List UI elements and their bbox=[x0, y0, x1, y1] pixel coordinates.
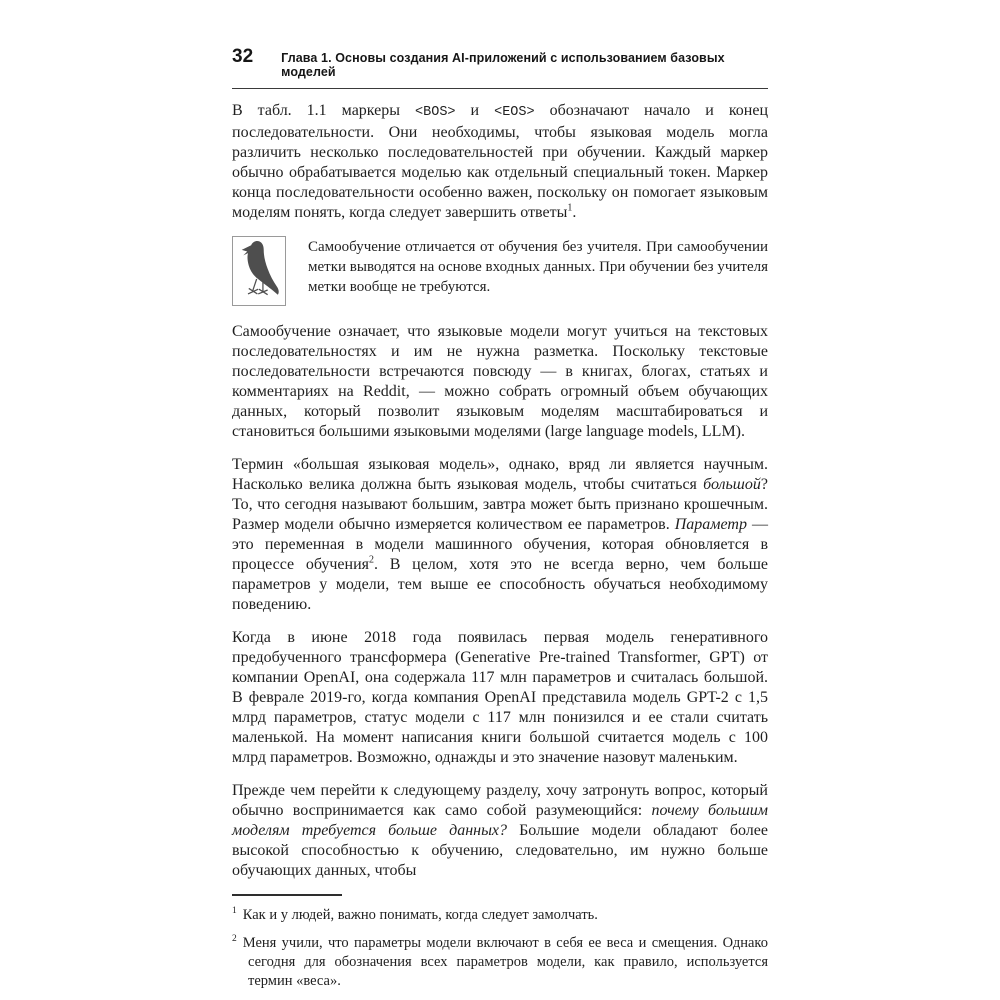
footnote-1 bbox=[232, 906, 768, 925]
footnote-2 bbox=[232, 934, 768, 991]
crow-icon bbox=[237, 237, 281, 305]
footnote-marker: 2 bbox=[232, 934, 237, 945]
text-run: . bbox=[572, 204, 577, 221]
italic-run: почему большим моделям требуется больше данных? bbox=[232, 802, 768, 839]
running-head bbox=[232, 46, 768, 89]
paragraph-5 bbox=[232, 781, 768, 881]
footnote-marker: 1 bbox=[232, 906, 237, 917]
footnote-text: Меня учили, что параметры модели включают в себя ее веса и смещения. Однако сегодня для обозначения всех параметров модели, как правило, используется термин «веса». bbox=[242, 935, 768, 989]
text-run: ? То, что сегодня называют большим, завтра может быть признано крошечным. Размер модели обычно измеряется количеством ее параметров. bbox=[232, 476, 768, 533]
text-run: обозначают начало и конец последовательности. Они необходимы, чтобы языковая модель могла различить несколько последовательностей при обучении. Каждый маркер обычно обрабатывается моделью как отдельный специальный токен. Маркер конца последовательности особенно важен, поскольку он помогает языковым моделям понять, когда следует завершить ответы bbox=[232, 102, 769, 221]
text-run: Большие модели обладают более высокой способностью к обучению, следовательно, им нужно больше обучающих данных, чтобы bbox=[232, 822, 768, 879]
paragraph-2 bbox=[232, 322, 768, 442]
note-block bbox=[232, 236, 768, 306]
text-column bbox=[232, 101, 768, 1000]
inline-code-bos: <BOS> bbox=[415, 105, 456, 120]
text-run: В табл. 1.1 маркеры bbox=[232, 102, 416, 119]
text-run: Самообучение означает, что языковые модели могут учиться на текстовых последовательностях и им не нужна разметка. Поскольку текстовые последовательности встречаются повсюду — в книгах, блогах, статьях и комментариях на Reddit, — можно собрать огромный объем обучающих данных, который позволит языковым моделям масштабироваться и становиться большими языковыми моделями (large language models, LLM). bbox=[232, 323, 768, 440]
text-run: — это переменная в модели машинного обучения, которая обновляется в процессе обучения bbox=[232, 516, 768, 573]
text-run: . В целом, хотя это не всегда верно, чем больше параметров у модели, тем выше ее способность обучаться необходимому поведению. bbox=[232, 556, 768, 613]
footnote-separator bbox=[232, 894, 342, 896]
inline-code-eos: <EOS> bbox=[494, 105, 535, 120]
chapter-title: Глава 1. Основы создания AI-приложений с использованием базовых моделей bbox=[281, 51, 725, 79]
page-number: 32 bbox=[232, 46, 254, 67]
italic-run: большой bbox=[703, 476, 761, 493]
text-run: Термин «большая языковая модель», однако, вряд ли является научным. Насколько велика должна быть языковая модель, чтобы считаться bbox=[232, 456, 768, 493]
footnote-ref-1: 1 bbox=[567, 202, 573, 214]
paragraph-1 bbox=[232, 101, 768, 223]
footnotes bbox=[232, 894, 768, 991]
note-icon-box bbox=[232, 236, 286, 306]
text-run: и bbox=[455, 102, 495, 119]
italic-run: Параметр bbox=[674, 516, 747, 533]
footnote-text: Как и у людей, важно понимать, когда следует замолчать. bbox=[242, 907, 598, 923]
paragraph-4 bbox=[232, 628, 768, 768]
paragraph-3 bbox=[232, 455, 768, 615]
footnote-ref-2: 2 bbox=[369, 554, 374, 566]
text-run: Прежде чем перейти к следующему разделу, хочу затронуть вопрос, который обычно воспринимается как само собой разумеющийся: bbox=[232, 782, 768, 819]
note-text: Самообучение отличается от обучения без учителя. При самообучении метки выводятся на основе входных данных. При обучении без учителя метки вообще не требуются. bbox=[308, 239, 768, 295]
text-run: Когда в июне 2018 года появилась первая модель генеративного предобученного трансформера (Generative Pre-trained Transformer, GPT) от компании OpenAI, она содержала 117 млн параметров и считалась большой. В феврале 2019-го, когда компания OpenAI представила модель GPT-2 с 1,5 млрд параметров, статус модели с 117 млн понизился и ее стали считать маленькой. На момент написания книги большой считается модель с 100 млрд параметров. Возможно, однажды и это значение назовут маленьким. bbox=[232, 629, 768, 766]
